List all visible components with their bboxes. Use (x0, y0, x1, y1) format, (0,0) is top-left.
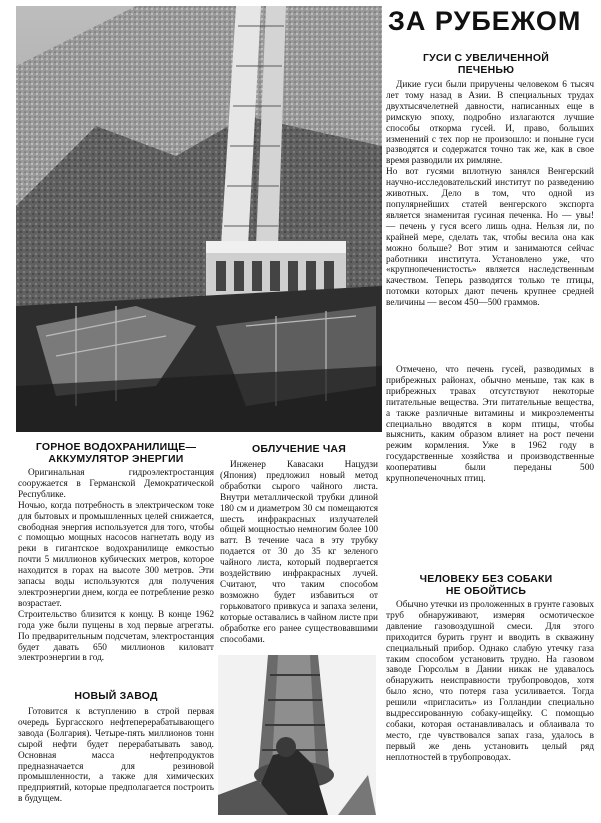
section-rubric: ЗА РУБЕЖОМ (388, 6, 582, 36)
geese-body-part2: Отмечено, что печень гусей, разводимых в прибрежных районах, обычно меньше, так как в прибрежных травах отсутствуют некоторые питательные вещества. Эти питательные вещества, а также различные витамины и микроэлементы специально вводятся в корм птицы, чтобы выяснить, каким образом влияет на рост печени режим кормления. Уже в 1962 году в государственные хозяйства и производственные кооперативы были переданы 500 крупнопеченочных птиц. (386, 365, 594, 485)
geese-body-part1: Дикие гуси были приручены человеком 6 тысяч лет тому назад в Азии. В специальных трудах двухтысячелетней давности, написанных еще в римскую эпоху, подробно излагаются лучшие способы откорма гусей. И, право, больших изменений с тех пор не произошло: и поныне гуси разводятся и содержатся точно так же, как в свое время разводили их римляне. Но вот гусями вплотную занялся Венгерский научно-исследовательский институт по разведению животных. Дело в том, что одной из популярнейших статей венгерского экспорта является знаменитая гусиная печенка. Но — увы! — печень у гуся всего лишь одна. Нельзя ли, по крайней мере, сделать так, чтобы весила она как можно больше? Вот этим и занимаются сейчас работники института. Установлено уже, что «крупнопеченистость» является наследственным качеством. Теперь разводятся только те птицы, потомки которых дают печень крупнее средней величины — весом 450—500 граммов. (386, 80, 594, 309)
reservoir-body: Оригинальная гидроэлектростанция сооружается в Германской Демократической Республике. Ночью, когда потребность в электрическом токе для бытовых и промышленных целей снижается, свободная энергия используется для того, чтобы с помощью мощных насосов нагнетать воду из реки в гигантское водохранилище емкостью почти 5 миллионов кубических метров, которое находится в горах на высоте 300 метров. Эти запасы воды используются для получения электроэнергии днем, когда ее потребление резко возрастает. Строительство близится к концу. В конце 1962 года уже были пущены в ход первые агрегаты. По предварительным подсчетам, электростанция будет давать 650 миллионов киловатт электроэнергии в год. (18, 468, 214, 664)
oil-worker-image (218, 655, 376, 815)
tea-body: Инженер Кавасаки Нацудзи (Япония) предложил новый метод обработки сырого чайного листа. Внутри металлической трубки длиной 180 см и диаметром 30 см помещаются шесть инфракрасных излучателей общей мощностью немногим более 100 ватт. В течение часа в эту трубку подается от 30 до 35 кг зеленого чайного листа, который подвергается воздействию инфракрасных лучей. Считают, что таким способом возможно будет избавиться от горьковатого привкуса и запаха зелени, которые оставались в чайном листе при обработке его ранее существовавшими способами. (220, 460, 378, 645)
plant-headline: НОВЫЙ ЗАВОД (74, 690, 158, 702)
tea-headline: ОБЛУЧЕНИЕ ЧАЯ (252, 443, 346, 455)
dog-headline: ЧЕЛОВЕКУ БЕЗ СОБАКИ НЕ ОБОЙТИСЬ (419, 573, 553, 597)
geese-headline: ГУСИ С УВЕЛИЧЕННОЙ ПЕЧЕНЬЮ (423, 52, 549, 76)
dog-body: Обычно утечки из проложенных в грунте газовых труб обнаруживают, измеряя осмотическое давление газовоздушной смеси. Для этого приходится бурить грунт и вводить в скважину специальный прибор. Однако слабую утечку газа таким способом установить трудно. На газовом заводе Гюрсольм в Дании никак не удавалось обнаружить неисправности трубопроводов, хотя было ясно, что потеря газа усиливается. Тогда решили «пригласить» из Голландии специально выдрессированную собаку-ищейку. С помощью собаки, которая останавливалась и облаивала то место, где чувствовался запах газа, удалось в первый же день установить целый ряд неплотностей в трубопроводах. (386, 600, 594, 763)
reservoir-headline: ГОРНОЕ ВОДОХРАНИЛИЩЕ— АККУМУЛЯТОР ЭНЕРГИИ (35, 441, 197, 465)
plant-body: Готовится к вступлению в строй первая очередь Бургасского нефтеперерабатывающего завода (Болгария). Четыре-пять миллионов тонн сырой нефти будет перерабатывать завод. Основная масса нефтепродуктов предназначается для резиновой промышленности, а также для химических предприятий, которые предполагается построить в будущем. (18, 707, 214, 805)
hydro-dam-image (16, 6, 382, 432)
dam-photo (16, 6, 382, 432)
worker-photo (218, 655, 376, 815)
